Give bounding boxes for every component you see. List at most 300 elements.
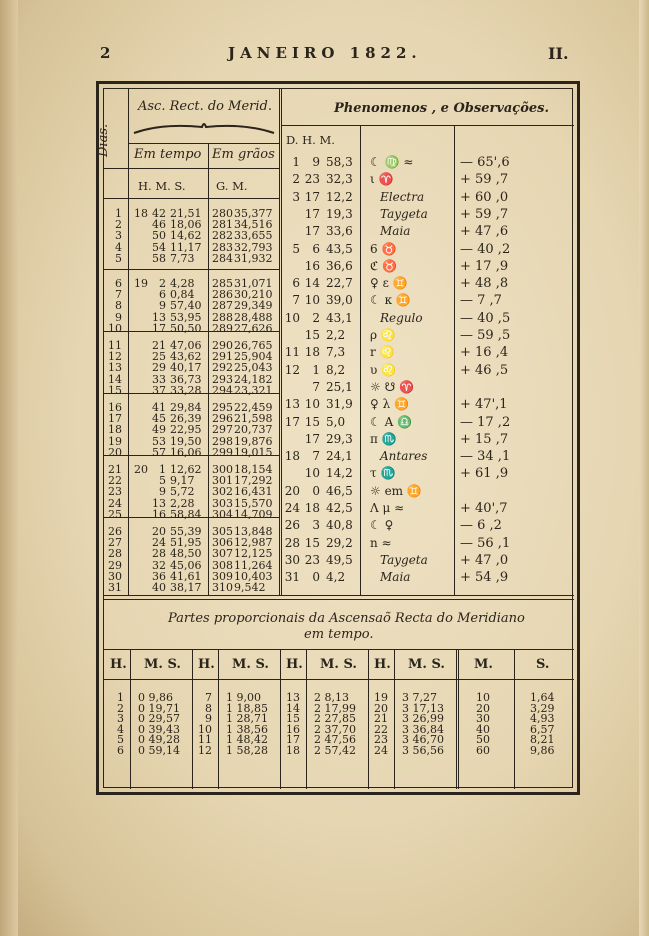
asc-minutes: 28 xyxy=(152,547,166,561)
phen-value: + 60 ,0 xyxy=(460,189,509,205)
asc-deg-minutes: 9,542 xyxy=(234,581,266,594)
asc-degrees: 302 xyxy=(212,485,233,499)
phen-observation: υ ♌ xyxy=(370,362,397,377)
table-inner xyxy=(96,88,573,788)
asc-minutes: 45 xyxy=(152,412,166,426)
prop-header-h: H. xyxy=(198,657,215,672)
asc-degrees: 296 xyxy=(212,412,233,426)
page-gutter xyxy=(0,0,18,936)
asc-degrees: 281 xyxy=(212,218,233,232)
phen-observation: r ♌ xyxy=(370,345,395,360)
asc-seconds: 26,39 xyxy=(170,412,202,426)
asc-deg-minutes: 25,904 xyxy=(234,350,273,364)
asc-seconds: 5,72 xyxy=(170,485,195,499)
phen-minute: 39,0 xyxy=(326,293,353,308)
prop-hours: 4 xyxy=(117,722,124,736)
phen-minute: 8,2 xyxy=(326,362,346,377)
asc-deg-minutes: 14,709 xyxy=(234,507,273,521)
asc-seconds: 38,17 xyxy=(170,581,202,594)
phen-value: — 65',6 xyxy=(460,155,510,170)
prop-ms: 0 29,57 xyxy=(138,712,180,726)
proportional-subtitle: em tempo. xyxy=(304,627,374,642)
prop-hours: 14 xyxy=(286,701,300,715)
prop-ms: 3 46,70 xyxy=(402,733,444,747)
prop-header-h: H. xyxy=(286,657,303,672)
prop-header-m: M. xyxy=(474,657,493,672)
asc-minutes: 5 xyxy=(159,474,166,488)
asc-deg-minutes: 31,932 xyxy=(234,251,273,265)
asc-seconds: 51,95 xyxy=(170,536,202,550)
asc-degrees: 307 xyxy=(212,547,233,561)
prop-ms: 0 19,71 xyxy=(138,701,180,715)
asc-deg-minutes: 32,793 xyxy=(234,240,273,254)
phen-day: 28 xyxy=(284,535,300,550)
asc-minutes: 20 xyxy=(152,525,166,538)
phen-hour: 10 xyxy=(304,293,320,308)
asc-deg-minutes: 26,765 xyxy=(234,339,273,352)
asc-seconds: 43,62 xyxy=(170,350,202,364)
phen-minute: 36,6 xyxy=(326,258,353,273)
header-em-graos: Em grãos xyxy=(212,147,275,162)
prop-hours: 24 xyxy=(374,744,388,757)
prop-hours: 19 xyxy=(374,691,388,704)
phen-hour: 0 xyxy=(312,483,320,498)
phen-observation: π ♏ xyxy=(370,431,397,446)
header-dhm: D. H. M. xyxy=(286,133,335,147)
asc-minutes: 21 xyxy=(152,339,166,352)
asc-minutes: 25 xyxy=(152,350,166,364)
prop-minutes: 20 xyxy=(476,701,490,715)
phen-hour: 17 xyxy=(304,224,320,239)
asc-seconds: 45,06 xyxy=(170,558,202,572)
phen-observation: Λ μ ≈ xyxy=(370,501,405,515)
day-number: 15 xyxy=(108,383,122,397)
asc-minutes: 58 xyxy=(152,251,166,265)
asc-degrees: 282 xyxy=(212,229,233,243)
rule-prop-col xyxy=(306,649,307,789)
asc-minutes: 40 xyxy=(152,581,166,594)
header-asc-rect: Asc. Rect. do Merid. xyxy=(138,99,272,114)
phen-value: — 56 ,1 xyxy=(460,535,511,551)
asc-seconds: 7,73 xyxy=(170,251,195,265)
phen-hour: 18 xyxy=(304,345,320,360)
phen-minute: 2,2 xyxy=(326,328,346,342)
rule-prop-col xyxy=(456,649,459,789)
asc-minutes: 16 xyxy=(152,507,166,521)
asc-deg-minutes: 23,321 xyxy=(234,383,273,397)
page-number-right: II. xyxy=(548,44,569,63)
day-number: 30 xyxy=(108,569,122,583)
phen-value: — 40 ,5 xyxy=(460,310,511,326)
asc-degrees: 308 xyxy=(212,558,233,572)
prop-ms: 1 48,42 xyxy=(226,733,268,747)
asc-minutes: 37 xyxy=(152,383,166,397)
asc-seconds: 29,84 xyxy=(170,401,202,414)
phen-minute: 5,0 xyxy=(326,414,346,429)
prop-ms: 2 17,99 xyxy=(314,701,356,715)
day-number: 14 xyxy=(108,372,122,386)
proportional-title: Partes proporcionais da Ascensaõ Recta do Meridiano xyxy=(168,611,525,626)
phen-day: 13 xyxy=(284,397,300,412)
prop-hours: 2 xyxy=(117,701,124,715)
phen-observation: ρ ♌ xyxy=(370,328,396,342)
phen-day: 30 xyxy=(284,552,300,567)
phen-day: 2 xyxy=(292,172,300,187)
day-number: 29 xyxy=(108,558,122,572)
phen-value: — 7 ,7 xyxy=(460,293,502,309)
prop-minutes: 30 xyxy=(476,712,490,726)
prop-seconds: 1,64 xyxy=(530,691,555,704)
rule-prop-head xyxy=(104,679,574,680)
phen-day: 17 xyxy=(284,414,300,429)
asc-deg-minutes: 16,431 xyxy=(234,485,273,499)
phen-observation: ☾ ♍ ≈ xyxy=(370,155,414,169)
day-number: 25 xyxy=(108,507,122,521)
prop-hours: 17 xyxy=(286,733,300,747)
phen-minute: 4,2 xyxy=(326,570,346,585)
prop-ms: 2 27,85 xyxy=(314,712,356,726)
phen-minute: 42,5 xyxy=(326,501,353,515)
page-edge xyxy=(639,0,649,936)
prop-seconds: 6,57 xyxy=(530,722,555,736)
asc-deg-minutes: 28,488 xyxy=(234,310,273,324)
prop-ms: 3 36,84 xyxy=(402,722,444,736)
prop-seconds: 8,21 xyxy=(530,733,555,747)
phen-observation: Maia xyxy=(380,570,411,585)
asc-degrees: 298 xyxy=(212,434,233,448)
phen-observation: ☼ ☋ ♈ xyxy=(370,379,414,394)
asc-hours: 18 xyxy=(134,207,148,220)
prop-header-h: H. xyxy=(110,657,127,672)
asc-deg-minutes: 12,987 xyxy=(234,536,273,550)
asc-minutes: 17 xyxy=(152,321,166,335)
asc-minutes: 49 xyxy=(152,423,166,437)
phen-value: + 40',7 xyxy=(460,501,508,516)
phen-value: — 17 ,2 xyxy=(460,414,511,430)
rule-asc-sub xyxy=(128,143,279,144)
asc-minutes: 32 xyxy=(152,558,166,572)
header-phenomenos: Phenomenos , e Observações. xyxy=(334,101,549,116)
phen-hour: 15 xyxy=(304,414,320,429)
phen-observation: n ≈ xyxy=(370,535,392,550)
asc-minutes: 50 xyxy=(152,229,166,243)
month-heading: JANEIRO 1822. xyxy=(228,44,422,62)
asc-degrees: 297 xyxy=(212,423,233,437)
phen-hour: 15 xyxy=(304,535,320,550)
phen-day: 24 xyxy=(284,501,300,515)
prop-ms: 2 47,56 xyxy=(314,733,356,747)
rule-header-bottom xyxy=(104,198,279,199)
asc-seconds: 0,84 xyxy=(170,288,195,302)
phen-minute: 58,3 xyxy=(326,155,353,169)
prop-hours: 9 xyxy=(205,712,212,726)
asc-seconds: 4,28 xyxy=(170,277,195,290)
phen-hour: 17 xyxy=(304,431,320,446)
phen-day: 10 xyxy=(284,310,300,325)
table-frame xyxy=(96,81,580,795)
asc-deg-minutes: 19,876 xyxy=(234,434,273,448)
asc-seconds: 36,73 xyxy=(170,372,202,386)
phen-minute: 12,2 xyxy=(326,189,353,204)
phen-observation: ♀ λ ♊ xyxy=(370,397,409,412)
asc-seconds: 33,28 xyxy=(170,383,202,397)
phen-minute: 49,5 xyxy=(326,552,353,567)
phen-day: 31 xyxy=(284,570,300,585)
phen-hour: 9 xyxy=(312,155,320,169)
rule-hms-top xyxy=(104,168,279,169)
phen-value: + 47 ,0 xyxy=(460,552,509,568)
day-number: 27 xyxy=(108,536,122,550)
prop-hours: 11 xyxy=(198,733,212,747)
day-number: 4 xyxy=(115,240,122,254)
phen-minute: 29,2 xyxy=(326,535,353,550)
asc-seconds: 14,62 xyxy=(170,229,202,243)
day-number: 8 xyxy=(115,299,122,313)
day-number: 11 xyxy=(108,339,122,352)
phen-day: 18 xyxy=(284,449,300,464)
asc-seconds: 55,39 xyxy=(170,525,202,538)
prop-hours: 1 xyxy=(117,691,124,704)
day-number: 17 xyxy=(108,412,122,426)
prop-hours: 15 xyxy=(286,712,300,726)
asc-seconds: 47,06 xyxy=(170,339,202,352)
prop-hours: 3 xyxy=(117,712,124,726)
phen-day: 26 xyxy=(284,518,300,533)
phen-observation: 6 ♉ xyxy=(370,241,397,256)
prop-hours: 21 xyxy=(374,712,388,726)
phen-hour: 17 xyxy=(304,189,320,204)
phen-day: 3 xyxy=(292,189,300,204)
phen-minute: 14,2 xyxy=(326,466,353,481)
prop-minutes: 60 xyxy=(476,744,490,757)
asc-deg-minutes: 24,182 xyxy=(234,372,273,386)
phen-observation: Regulo xyxy=(380,310,423,325)
phen-observation: ☾ κ ♊ xyxy=(370,293,411,308)
phen-observation: Antares xyxy=(380,449,428,464)
asc-degrees: 293 xyxy=(212,372,233,386)
day-number: 7 xyxy=(115,288,122,302)
asc-degrees: 291 xyxy=(212,350,233,364)
prop-hours: 12 xyxy=(198,744,212,757)
phen-hour: 17 xyxy=(304,206,320,221)
prop-ms: 3 56,56 xyxy=(402,744,444,757)
day-number: 26 xyxy=(108,525,122,538)
asc-deg-minutes: 11,264 xyxy=(234,558,273,572)
rule-prop-col xyxy=(368,649,369,789)
phen-value: — 40 ,2 xyxy=(460,241,511,257)
asc-degrees: 287 xyxy=(212,299,233,313)
prop-ms: 1 9,00 xyxy=(226,691,261,704)
asc-seconds: 2,28 xyxy=(170,496,195,510)
prop-header-ms: M. S. xyxy=(144,657,181,672)
day-number: 9 xyxy=(115,310,122,324)
prop-hours: 8 xyxy=(205,701,212,715)
asc-deg-minutes: 19,015 xyxy=(234,445,273,459)
asc-degrees: 301 xyxy=(212,474,233,488)
asc-degrees: 292 xyxy=(212,361,233,375)
rule-prop-col xyxy=(130,649,131,789)
phen-hour: 2 xyxy=(312,310,320,325)
asc-degrees: 280 xyxy=(212,207,233,220)
asc-degrees: 299 xyxy=(212,445,233,459)
asc-seconds: 21,51 xyxy=(170,207,202,220)
prop-header-ms: M. S. xyxy=(320,657,357,672)
phen-day: 1 xyxy=(292,155,300,169)
prop-minutes: 10 xyxy=(476,691,490,704)
asc-seconds: 57,40 xyxy=(170,299,202,313)
phen-minute: 19,3 xyxy=(326,206,353,221)
prop-seconds: 4,93 xyxy=(530,712,555,726)
phen-hour: 6 xyxy=(312,241,320,256)
phen-hour: 15 xyxy=(304,328,320,342)
prop-header-ms: M. S. xyxy=(408,657,445,672)
day-number: 12 xyxy=(108,350,122,364)
asc-seconds: 41,61 xyxy=(170,569,202,583)
prop-ms: 0 59,14 xyxy=(138,744,180,757)
asc-seconds: 9,17 xyxy=(170,474,195,488)
phen-value: + 54 ,9 xyxy=(460,570,509,586)
phen-minute: 22,7 xyxy=(326,276,353,291)
phen-hour: 10 xyxy=(304,466,320,481)
asc-minutes: 9 xyxy=(159,485,166,499)
rule-prop-col xyxy=(394,649,395,789)
day-number: 18 xyxy=(108,423,122,437)
asc-minutes: 33 xyxy=(152,372,166,386)
prop-ms: 3 26,99 xyxy=(402,712,444,726)
asc-hours: 19 xyxy=(134,277,148,290)
asc-minutes: 13 xyxy=(152,496,166,510)
prop-hours: 7 xyxy=(205,691,212,704)
rule-section-2 xyxy=(104,599,574,600)
asc-deg-minutes: 10,403 xyxy=(234,569,273,583)
asc-degrees: 306 xyxy=(212,536,233,550)
asc-deg-minutes: 25,043 xyxy=(234,361,273,375)
phen-minute: 29,3 xyxy=(326,431,353,446)
asc-deg-minutes: 17,292 xyxy=(234,474,273,488)
asc-minutes: 24 xyxy=(152,536,166,550)
phen-minute: 33,6 xyxy=(326,224,353,239)
prop-ms: 1 58,28 xyxy=(226,744,268,757)
asc-seconds: 11,17 xyxy=(170,240,202,254)
prop-hours: 16 xyxy=(286,722,300,736)
asc-deg-minutes: 15,570 xyxy=(234,496,273,510)
phen-hour: 14 xyxy=(304,276,320,291)
rule-group-1 xyxy=(104,269,279,270)
asc-minutes: 9 xyxy=(159,299,166,313)
phen-value: + 59 ,7 xyxy=(460,206,509,222)
prop-minutes: 40 xyxy=(476,722,490,736)
asc-minutes: 36 xyxy=(152,569,166,583)
prop-ms: 0 49,28 xyxy=(138,733,180,747)
rule-prop-col xyxy=(280,649,281,789)
asc-deg-minutes: 33,655 xyxy=(234,229,273,243)
phen-value: + 47',1 xyxy=(460,397,508,413)
day-number: 21 xyxy=(108,463,122,476)
prop-seconds: 9,86 xyxy=(530,744,555,757)
header-em-tempo: Em tempo xyxy=(134,147,202,162)
phen-minute: 7,3 xyxy=(326,345,346,360)
day-number: 19 xyxy=(108,434,122,448)
day-number: 5 xyxy=(115,251,122,265)
phen-minute: 43,1 xyxy=(326,310,353,325)
prop-hours: 6 xyxy=(117,744,124,757)
phen-value: + 16 ,4 xyxy=(460,345,509,361)
asc-deg-minutes: 13,848 xyxy=(234,525,273,538)
asc-deg-minutes: 21,598 xyxy=(234,412,273,426)
prop-ms: 3 7,27 xyxy=(402,691,437,704)
prop-ms: 0 39,43 xyxy=(138,722,180,736)
prop-ms: 2 37,70 xyxy=(314,722,356,736)
rule-phen-obs xyxy=(454,125,455,595)
phen-value: — 6 ,2 xyxy=(460,518,502,534)
phen-hour: 23 xyxy=(304,552,320,567)
asc-degrees: 309 xyxy=(212,569,233,583)
phen-day: 5 xyxy=(292,241,300,256)
header-gm: G. M. xyxy=(216,179,248,193)
phen-observation: ♀ ε ♊ xyxy=(370,276,408,291)
prop-hours: 13 xyxy=(286,691,300,704)
phen-observation: Taygeta xyxy=(380,552,428,567)
rule-phen-dhm xyxy=(360,125,361,595)
phen-minute: 43,5 xyxy=(326,241,353,256)
asc-deg-minutes: 35,377 xyxy=(234,207,273,220)
phen-hour: 23 xyxy=(304,172,320,187)
asc-seconds: 53,95 xyxy=(170,310,202,324)
rule-middle xyxy=(279,89,282,595)
asc-seconds: 19,50 xyxy=(170,434,202,448)
phen-observation: ι ♈ xyxy=(370,172,394,187)
asc-seconds: 40,17 xyxy=(170,361,202,375)
prop-hours: 20 xyxy=(374,701,388,715)
rule-prop-col xyxy=(192,649,193,789)
prop-seconds: 3,29 xyxy=(530,701,555,715)
prop-ms: 2 57,42 xyxy=(314,744,356,757)
phen-observation: Electra xyxy=(380,189,425,204)
prop-ms: 2 8,13 xyxy=(314,691,349,704)
asc-minutes: 46 xyxy=(152,218,166,232)
prop-hours: 5 xyxy=(117,733,124,747)
phen-hour: 7 xyxy=(312,379,320,394)
phen-minute: 24,1 xyxy=(326,449,353,464)
rule-tempo xyxy=(208,143,209,595)
phen-observation: ☾ A ♎ xyxy=(370,414,412,429)
phen-value: + 59 ,7 xyxy=(460,172,509,188)
asc-minutes: 1 xyxy=(159,463,166,476)
asc-degrees: 303 xyxy=(212,496,233,510)
prop-ms: 1 18,85 xyxy=(226,701,268,715)
rule-phen-head xyxy=(282,125,574,126)
asc-deg-minutes: 12,125 xyxy=(234,547,273,561)
asc-minutes: 57 xyxy=(152,445,166,459)
prop-hours: 18 xyxy=(286,744,300,757)
day-number: 24 xyxy=(108,496,122,510)
phen-observation: ☾ ♀ xyxy=(370,518,394,533)
day-number: 13 xyxy=(108,361,122,375)
asc-degrees: 288 xyxy=(212,310,233,324)
day-number: 22 xyxy=(108,474,122,488)
phen-observation: Maia xyxy=(380,224,411,239)
phen-hour: 10 xyxy=(304,397,320,412)
phen-minute: 25,1 xyxy=(326,379,353,394)
asc-seconds: 16,06 xyxy=(170,445,202,459)
asc-degrees: 304 xyxy=(212,507,233,521)
phen-minute: 46,5 xyxy=(326,483,353,498)
asc-deg-minutes: 20,737 xyxy=(234,423,273,437)
asc-degrees: 294 xyxy=(212,383,233,397)
asc-deg-minutes: 34,516 xyxy=(234,218,273,232)
day-number: 6 xyxy=(115,277,122,290)
prop-minutes: 50 xyxy=(476,733,490,747)
